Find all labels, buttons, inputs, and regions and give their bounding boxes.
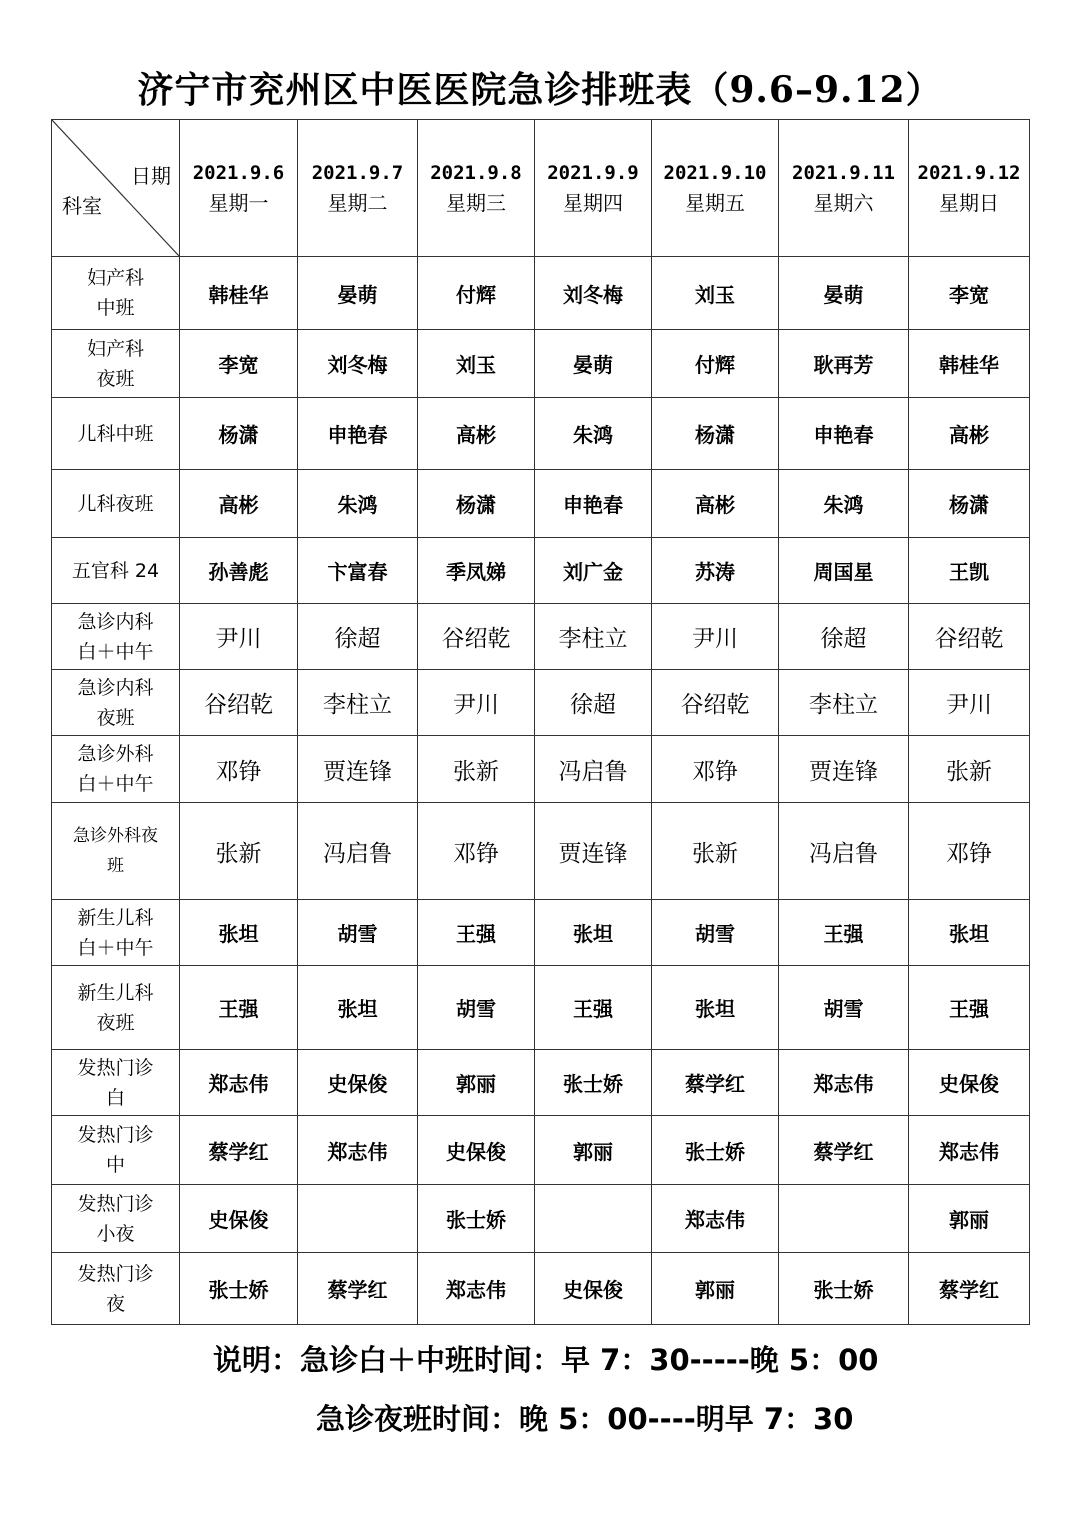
day-weekday: 星期三	[446, 191, 506, 215]
staff-cell	[779, 1185, 909, 1253]
staff-cell: 蔡学红	[298, 1253, 418, 1325]
staff-cell: 胡雪	[298, 900, 418, 966]
schedule-row	[52, 1253, 1030, 1325]
staff-cell: 杨潇	[909, 470, 1030, 538]
staff-cell: 张坦	[652, 966, 779, 1050]
dept-cell	[52, 670, 180, 736]
staff-cell: 蔡学红	[180, 1116, 298, 1185]
staff-cell: 李柱立	[298, 670, 418, 736]
staff-cell: 耿再芳	[779, 330, 909, 398]
day-header	[652, 120, 779, 257]
dept-label-line: 妇产科	[86, 337, 144, 360]
staff-cell: 谷绍乾	[180, 670, 298, 736]
schedule-row	[52, 1050, 1030, 1116]
day-header	[180, 120, 298, 257]
staff-cell: 杨潇	[180, 398, 298, 470]
schedule-row	[52, 803, 1030, 900]
staff-cell: 贾连锋	[535, 803, 652, 900]
dept-cell	[52, 538, 180, 604]
note-line-1: 说明：急诊白＋中班时间：早 7：30-----晚 5：00	[213, 1343, 879, 1377]
staff-cell: 郑志伟	[418, 1253, 535, 1325]
staff-cell: 张坦	[535, 900, 652, 966]
staff-cell: 李宽	[180, 330, 298, 398]
staff-cell: 付辉	[418, 257, 535, 330]
staff-cell: 邓铮	[180, 736, 298, 803]
schedule-row	[52, 398, 1030, 470]
day-header	[298, 120, 418, 257]
dept-label-line: 白	[105, 1086, 125, 1109]
staff-cell: 杨潇	[652, 398, 779, 470]
dept-label-line: 儿科中班	[77, 422, 154, 445]
staff-cell: 张士娇	[652, 1116, 779, 1185]
schedule-row	[52, 257, 1030, 330]
day-date: 2021.9.10	[663, 162, 767, 184]
staff-cell	[535, 1185, 652, 1253]
dept-cell	[52, 604, 180, 670]
staff-cell: 李柱立	[779, 670, 909, 736]
staff-cell: 贾连锋	[779, 736, 909, 803]
schedule-row	[52, 670, 1030, 736]
staff-cell: 郑志伟	[298, 1116, 418, 1185]
staff-cell: 邓铮	[652, 736, 779, 803]
dept-cell	[52, 736, 180, 803]
staff-cell: 胡雪	[652, 900, 779, 966]
staff-cell: 张士娇	[779, 1253, 909, 1325]
staff-cell: 王凯	[909, 538, 1030, 604]
staff-cell: 晏萌	[779, 257, 909, 330]
staff-cell: 王强	[909, 966, 1030, 1050]
dept-cell	[52, 1253, 180, 1325]
schedule-row	[52, 470, 1030, 538]
dept-label-line: 妇产科	[86, 267, 144, 289]
dept-label-line: 中	[105, 1154, 125, 1176]
staff-cell: 朱鸿	[779, 470, 909, 538]
dept-label-line: 儿科夜班	[77, 492, 154, 515]
day-date: 2021.9.8	[430, 162, 522, 184]
staff-cell: 李柱立	[535, 604, 652, 670]
page-title: 济宁市兖州区中医医院急诊排班表（9.6–9.12）	[137, 69, 943, 111]
schedule-row	[52, 1116, 1030, 1185]
dept-label-line: 急诊内科	[77, 676, 154, 699]
schedule-row	[52, 900, 1030, 966]
day-weekday: 星期五	[685, 191, 745, 215]
staff-cell: 张新	[180, 803, 298, 900]
day-header	[909, 120, 1030, 257]
staff-cell: 高彬	[418, 398, 535, 470]
staff-cell: 史保俊	[418, 1116, 535, 1185]
day-header	[418, 120, 535, 257]
day-weekday: 星期四	[563, 191, 623, 215]
staff-cell: 郭丽	[652, 1253, 779, 1325]
staff-cell: 王强	[180, 966, 298, 1050]
staff-cell: 尹川	[418, 670, 535, 736]
staff-cell: 冯启鲁	[779, 803, 909, 900]
staff-cell: 张坦	[298, 966, 418, 1050]
staff-cell: 韩桂华	[909, 330, 1030, 398]
dept-label-line: 发热门诊	[77, 1192, 154, 1215]
staff-cell: 卞富春	[298, 538, 418, 604]
dept-cell	[52, 257, 180, 330]
dept-label-line: 白＋中午	[77, 936, 154, 959]
staff-cell: 张士娇	[418, 1185, 535, 1253]
staff-cell: 史保俊	[535, 1253, 652, 1325]
staff-cell: 王强	[418, 900, 535, 966]
header-row	[52, 120, 1030, 257]
staff-cell: 尹川	[909, 670, 1030, 736]
dept-cell	[52, 803, 180, 900]
staff-cell: 史保俊	[298, 1050, 418, 1116]
staff-cell: 高彬	[652, 470, 779, 538]
staff-cell: 张新	[652, 803, 779, 900]
staff-cell: 郭丽	[418, 1050, 535, 1116]
staff-cell: 晏萌	[535, 330, 652, 398]
corner-date-label: 日期	[131, 164, 171, 188]
day-date: 2021.9.12	[917, 162, 1021, 184]
staff-cell: 杨潇	[418, 470, 535, 538]
staff-cell: 付辉	[652, 330, 779, 398]
staff-cell: 高彬	[180, 470, 298, 538]
dept-cell	[52, 470, 180, 538]
staff-cell: 高彬	[909, 398, 1030, 470]
day-date: 2021.9.11	[792, 162, 895, 184]
day-date: 2021.9.9	[547, 162, 639, 184]
dept-label-line: 新生儿科	[77, 906, 154, 929]
dept-cell	[52, 1116, 180, 1185]
staff-cell: 张士娇	[535, 1050, 652, 1116]
staff-cell: 张士娇	[180, 1253, 298, 1325]
corner-cell	[52, 120, 180, 257]
dept-cell	[52, 900, 180, 966]
staff-cell: 尹川	[180, 604, 298, 670]
staff-cell	[298, 1185, 418, 1253]
day-date: 2021.9.7	[311, 162, 404, 184]
staff-cell: 徐超	[779, 604, 909, 670]
dept-label-line: 白＋中午	[77, 640, 154, 663]
dept-cell	[52, 330, 180, 398]
staff-cell: 徐超	[535, 670, 652, 736]
staff-cell: 徐超	[298, 604, 418, 670]
staff-cell: 郑志伟	[779, 1050, 909, 1116]
staff-cell: 韩桂华	[180, 257, 298, 330]
staff-cell: 周国星	[779, 538, 909, 604]
staff-cell: 谷绍乾	[652, 670, 779, 736]
staff-cell: 申艳春	[298, 398, 418, 470]
staff-cell: 贾连锋	[298, 736, 418, 803]
staff-cell: 郑志伟	[652, 1185, 779, 1253]
staff-cell: 蔡学红	[909, 1253, 1030, 1325]
staff-cell: 张新	[909, 736, 1030, 803]
dept-cell	[52, 1050, 180, 1116]
dept-label-line: 中班	[96, 297, 135, 319]
dept-label-line: 夜班	[96, 367, 135, 390]
dept-cell	[52, 1185, 180, 1253]
staff-cell: 刘广金	[535, 538, 652, 604]
staff-cell: 申艳春	[535, 470, 652, 538]
staff-cell: 史保俊	[909, 1050, 1030, 1116]
staff-cell: 邓铮	[418, 803, 535, 900]
staff-cell: 胡雪	[418, 966, 535, 1050]
staff-cell: 谷绍乾	[418, 604, 535, 670]
staff-cell: 郑志伟	[909, 1116, 1030, 1185]
staff-cell: 朱鸿	[535, 398, 652, 470]
staff-cell: 谷绍乾	[909, 604, 1030, 670]
staff-cell: 刘玉	[418, 330, 535, 398]
staff-cell: 胡雪	[779, 966, 909, 1050]
dept-label-line: 班	[107, 856, 124, 876]
dept-label-line: 急诊外科	[77, 743, 154, 765]
staff-cell: 张坦	[909, 900, 1030, 966]
staff-cell: 郑志伟	[180, 1050, 298, 1116]
staff-cell: 冯启鲁	[535, 736, 652, 803]
dept-label-line: 发热门诊	[77, 1056, 154, 1079]
staff-cell: 李宽	[909, 257, 1030, 330]
staff-cell: 邓铮	[909, 803, 1030, 900]
dept-cell	[52, 398, 180, 470]
staff-cell: 蔡学红	[779, 1116, 909, 1185]
dept-label-line: 急诊外科夜	[73, 826, 158, 846]
day-header	[535, 120, 652, 257]
staff-cell: 尹川	[652, 604, 779, 670]
schedule-row	[52, 966, 1030, 1050]
dept-label-line: 急诊内科	[77, 610, 154, 633]
dept-label-line: 发热门诊	[77, 1262, 154, 1285]
dept-label-line: 五官科 24	[71, 559, 160, 582]
day-header	[779, 120, 909, 257]
staff-cell: 申艳春	[779, 398, 909, 470]
schedule-row	[52, 1185, 1030, 1253]
schedule-row	[52, 330, 1030, 398]
corner-dept-label: 科室	[62, 194, 102, 218]
staff-cell: 朱鸿	[298, 470, 418, 538]
staff-cell: 王强	[779, 900, 909, 966]
day-weekday: 星期二	[327, 191, 388, 215]
dept-label-line: 夜班	[96, 1011, 135, 1034]
dept-label-line: 白＋中午	[77, 773, 154, 795]
staff-cell: 季凤娣	[418, 538, 535, 604]
schedule-row	[52, 538, 1030, 604]
staff-cell: 王强	[535, 966, 652, 1050]
dept-label-line: 发热门诊	[77, 1124, 154, 1146]
note-line-2: 急诊夜班时间：晚 5：00----明早 7：30	[316, 1402, 854, 1436]
staff-cell: 刘玉	[652, 257, 779, 330]
staff-cell: 郭丽	[535, 1116, 652, 1185]
staff-cell: 孙善彪	[180, 538, 298, 604]
day-weekday: 星期六	[813, 191, 874, 215]
schedule-table	[51, 119, 1030, 1325]
dept-label-line: 小夜	[96, 1222, 135, 1245]
staff-cell: 张新	[418, 736, 535, 803]
dept-cell	[52, 966, 180, 1050]
staff-cell: 冯启鲁	[298, 803, 418, 900]
day-weekday: 星期一	[208, 191, 269, 215]
dept-label-line: 夜班	[96, 706, 135, 729]
staff-cell: 晏萌	[298, 257, 418, 330]
day-date: 2021.9.6	[192, 162, 285, 184]
schedule-row	[52, 736, 1030, 803]
staff-cell: 刘冬梅	[535, 257, 652, 330]
staff-cell: 刘冬梅	[298, 330, 418, 398]
staff-cell: 张坦	[180, 900, 298, 966]
dept-label-line: 新生儿科	[77, 981, 154, 1004]
staff-cell: 苏涛	[652, 538, 779, 604]
day-weekday: 星期日	[939, 191, 999, 215]
staff-cell: 郭丽	[909, 1185, 1030, 1253]
staff-cell: 史保俊	[180, 1185, 298, 1253]
schedule-row	[52, 604, 1030, 670]
dept-label-line: 夜	[105, 1292, 125, 1315]
staff-cell: 蔡学红	[652, 1050, 779, 1116]
